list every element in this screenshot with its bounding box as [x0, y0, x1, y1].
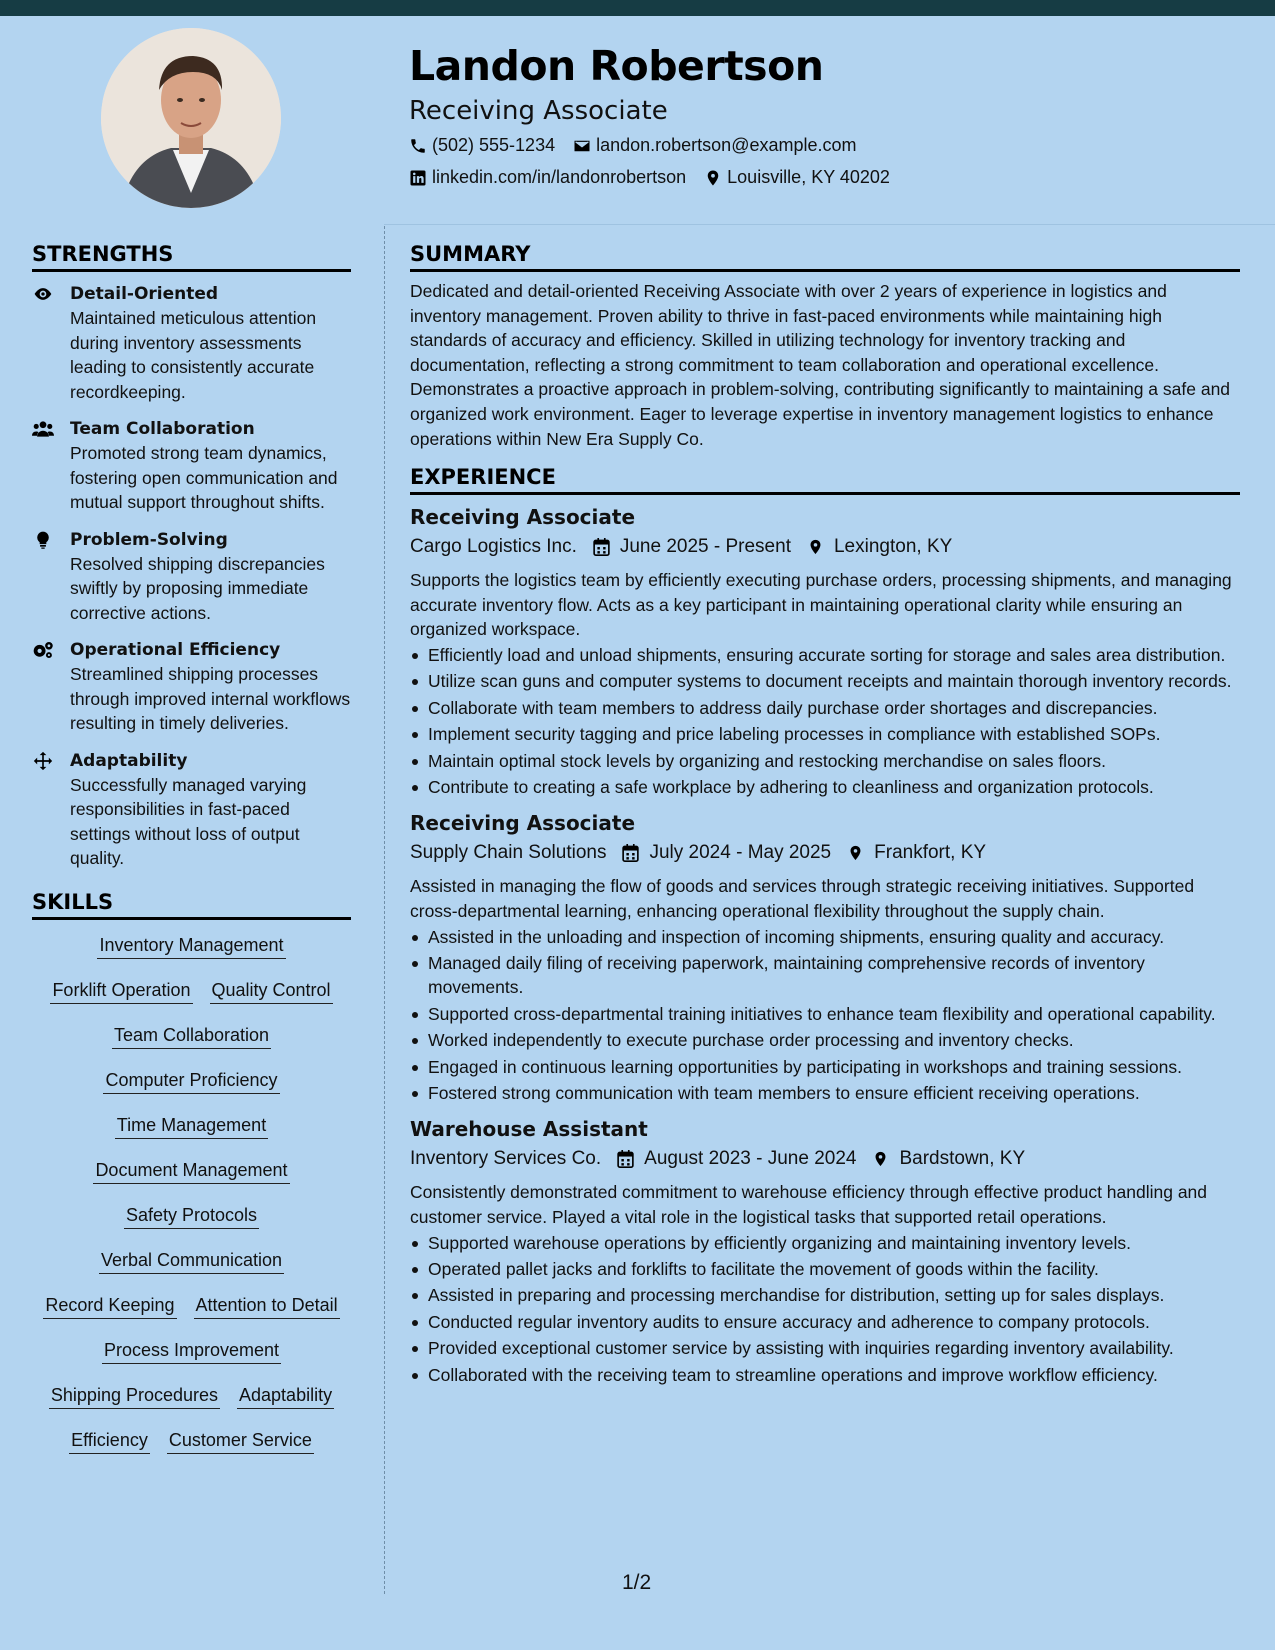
map-pin-icon: [872, 1150, 889, 1168]
job-title: Receiving Associate: [410, 811, 636, 836]
candidate-title: Receiving Associate: [409, 96, 668, 126]
strength-title: Team Collaboration: [70, 419, 255, 439]
job-meta: [410, 533, 1240, 561]
skill-tag: Safety Protocols: [124, 1202, 259, 1229]
users-icon: [32, 419, 54, 439]
gears-icon: [32, 640, 54, 660]
skill-tag: Document Management: [93, 1157, 289, 1184]
map-pin-icon: [807, 538, 824, 556]
calendar-icon: [617, 1150, 634, 1168]
lightbulb-icon: [32, 530, 54, 550]
job-dates-text: August 2023 - June 2024: [644, 1148, 857, 1170]
skill-tag: Inventory Management: [97, 932, 285, 959]
strength-title: Operational Efficiency: [70, 640, 281, 660]
job-title: Receiving Associate: [410, 505, 636, 530]
map-pin-icon: [847, 844, 864, 862]
job-description: Supports the logistics team by efficiently executing purchase orders, processing shipments, and managing accurate inventory flow. Acts as a key participant in maintaining operational clarity while ensuring an organized workspace.: [410, 570, 1232, 640]
job-bullet: Managed daily filing of receiving paperwork, maintaining comprehensive records of inventory movements.: [410, 951, 1240, 1000]
job-bullet: Operated pallet jacks and forklifts to facilitate the movement of goods within the facility.: [410, 1257, 1240, 1281]
job-bullet: Implement security tagging and price labeling processes in compliance with established SOPs.: [410, 722, 1240, 746]
job-entry: [410, 503, 1240, 799]
skill-tag: Efficiency: [69, 1427, 150, 1454]
skill-tag: Forklift Operation: [50, 977, 192, 1004]
skill-tag: Record Keeping: [43, 1292, 176, 1319]
job-dates-text: July 2024 - May 2025: [649, 842, 832, 864]
strength-title: Adaptability: [70, 750, 188, 771]
job-bullet: Fostered strong communication with team members to ensure efficient receiving operations.: [410, 1081, 1240, 1105]
job-location: [870, 1145, 1025, 1173]
job-location: [805, 533, 952, 561]
location-text: Louisville, KY 40202: [727, 167, 890, 187]
job-company: Supply Chain Solutions: [410, 842, 607, 864]
job-bullet: Efficiently load and unload shipments, ensuring accurate sorting for storage and sales area distribution.: [410, 643, 1240, 667]
person-portrait-icon: [101, 28, 281, 208]
phone-contact[interactable]: [409, 135, 555, 156]
job-bullet: Supported cross-departmental training initiatives to enhance team flexibility and operational capability.: [410, 1002, 1240, 1026]
job-entry: [410, 1115, 1240, 1387]
strength-desc: Resolved shipping discrepancies swiftly by proposing immediate corrective actions.: [70, 553, 325, 623]
summary-heading: SUMMARY: [410, 242, 1240, 272]
job-dates-text: June 2025 - Present: [619, 536, 791, 558]
skill-tag: Shipping Procedures: [49, 1382, 220, 1409]
right-column: [410, 242, 1240, 1389]
job-location-text: Bardstown, KY: [899, 1148, 1026, 1170]
job-description: Assisted in managing the flow of goods and services through strategic receiving initiatives. Supported cross-departmental learning, enhancing operational flexibility throughout the supply chain.: [410, 876, 1195, 921]
map-pin-icon: [704, 169, 722, 187]
strength-item: [32, 282, 351, 404]
skill-tag: Process Improvement: [102, 1337, 281, 1364]
left-column: [32, 242, 351, 1472]
job-bullet: Assisted in the unloading and inspection of incoming shipments, ensuring quality and accuracy.: [410, 925, 1240, 949]
phone-icon: [409, 137, 427, 155]
strength-desc: Maintained meticulous attention during inventory assessments leading to consistently accurate recordkeeping.: [70, 308, 317, 402]
job-dates: [615, 1145, 856, 1173]
strength-item: [32, 638, 351, 736]
skill-tag: Customer Service: [167, 1427, 314, 1454]
job-bullets: [410, 643, 1240, 799]
strength-item: [32, 417, 351, 515]
skills-heading: SKILLS: [32, 890, 351, 920]
job-meta: [410, 839, 1240, 867]
strength-item: [32, 749, 351, 871]
job-location: [845, 839, 986, 867]
skill-tag: Quality Control: [210, 977, 333, 1004]
skill-tag: Time Management: [115, 1112, 268, 1139]
contact-row-2: [409, 167, 908, 188]
skill-tag: Computer Proficiency: [103, 1067, 279, 1094]
job-entry: [410, 809, 1240, 1105]
skill-tag: Verbal Communication: [99, 1247, 284, 1274]
calendar-icon: [622, 844, 639, 862]
job-company: Inventory Services Co.: [410, 1148, 602, 1170]
candidate-name: Landon Robertson: [409, 42, 824, 90]
job-bullet: Conducted regular inventory audits to ensure accuracy and adherence to company protocols.: [410, 1310, 1240, 1334]
job-bullet: Utilize scan guns and computer systems to document receipts and maintain thorough inventory records.: [410, 669, 1240, 693]
eye-icon: [32, 284, 54, 304]
page-number: 1/2: [622, 1571, 652, 1594]
job-location-text: Lexington, KY: [833, 536, 953, 558]
job-bullet: Contribute to creating a safe workplace by adhering to cleanliness and organization protocols.: [410, 775, 1240, 799]
job-bullets: [410, 925, 1240, 1106]
strength-desc: Streamlined shipping processes through improved internal workflows resulting in timely deliveries.: [70, 664, 351, 733]
strength-item: [32, 528, 351, 626]
location-contact: [704, 167, 890, 188]
skill-tag: Adaptability: [237, 1382, 334, 1409]
job-bullet: Collaborated with the receiving team to streamline operations and improve workflow efficiency.: [410, 1363, 1240, 1387]
job-bullet: Worked independently to execute purchase order processing and inventory checks.: [410, 1028, 1240, 1052]
contact-row-1: [409, 135, 875, 156]
skill-tag: Attention to Detail: [194, 1292, 340, 1319]
strength-title: Detail-Oriented: [70, 284, 219, 304]
job-title: Warehouse Assistant: [410, 1117, 648, 1142]
profile-photo: [101, 28, 281, 208]
job-bullet: Maintain optimal stock levels by organizing and restocking merchandise on sales floors.: [410, 749, 1240, 773]
column-divider: [384, 226, 385, 1594]
job-bullet: Supported warehouse operations by efficiently organizing and maintaining inventory levels.: [410, 1231, 1240, 1255]
linkedin-contact[interactable]: [409, 167, 686, 188]
job-dates: [620, 839, 831, 867]
experience-heading: EXPERIENCE: [410, 465, 1240, 495]
job-bullet: Engaged in continuous learning opportunities by participating in workshops and training sessions.: [410, 1055, 1240, 1079]
job-description: Consistently demonstrated commitment to warehouse efficiency through effective product handling and customer service. Played a vital role in the logistical tasks that supported retail operations.: [410, 1182, 1208, 1227]
strength-desc: Successfully managed varying responsibilities in fast-paced settings without loss of output quality.: [70, 774, 307, 868]
linkedin-text: linkedin.com/in/landonrobertson: [432, 167, 687, 187]
skill-tag: Team Collaboration: [112, 1022, 271, 1049]
job-meta: [410, 1145, 1240, 1173]
strength-title: Problem-Solving: [70, 529, 228, 550]
phone-text: (502) 555-1234: [432, 135, 556, 155]
strengths-list: [32, 282, 351, 871]
arrows-move-icon: [32, 751, 54, 771]
envelope-icon: [573, 137, 591, 155]
calendar-icon: [593, 538, 610, 556]
strengths-heading: STRENGTHS: [32, 242, 351, 272]
skills-list: [32, 932, 351, 1472]
job-bullet: Assisted in preparing and processing merchandise for distribution, setting up for sales displays.: [410, 1283, 1240, 1307]
top-accent-bar: [0, 0, 1275, 16]
job-dates: [591, 533, 791, 561]
email-text: landon.robertson@example.com: [596, 135, 857, 155]
email-contact[interactable]: [573, 135, 856, 156]
job-bullet: Provided exceptional customer service by assisting with inquiries regarding inventory availability.: [410, 1336, 1240, 1360]
linkedin-icon: [409, 169, 427, 187]
strength-desc: Promoted strong team dynamics, fostering open communication and mutual support throughout shifts.: [70, 443, 338, 512]
summary-text: Dedicated and detail-oriented Receiving Associate with over 2 years of experience in logistics and inventory management. Proven ability to thrive in fast-paced environments while maintaining high standards of accuracy and efficiency. Skilled in utilizing technology for inventory tracking and documentation, reflecting a strong commitment to team collaboration and operational excellence. Demonstrates a proactive approach in problem-solving, contributing significantly to maintaining a safe and organized work environment. Eager to leverage expertise in inventory management logistics to enhance operations within New Era Supply Co.: [410, 281, 1231, 449]
job-location-text: Frankfort, KY: [874, 842, 987, 864]
job-company: Cargo Logistics Inc.: [410, 536, 577, 558]
header-divider: [384, 224, 1275, 225]
job-bullet: Collaborate with team members to address daily purchase order shortages and discrepancies.: [410, 696, 1240, 720]
job-bullets: [410, 1231, 1240, 1387]
